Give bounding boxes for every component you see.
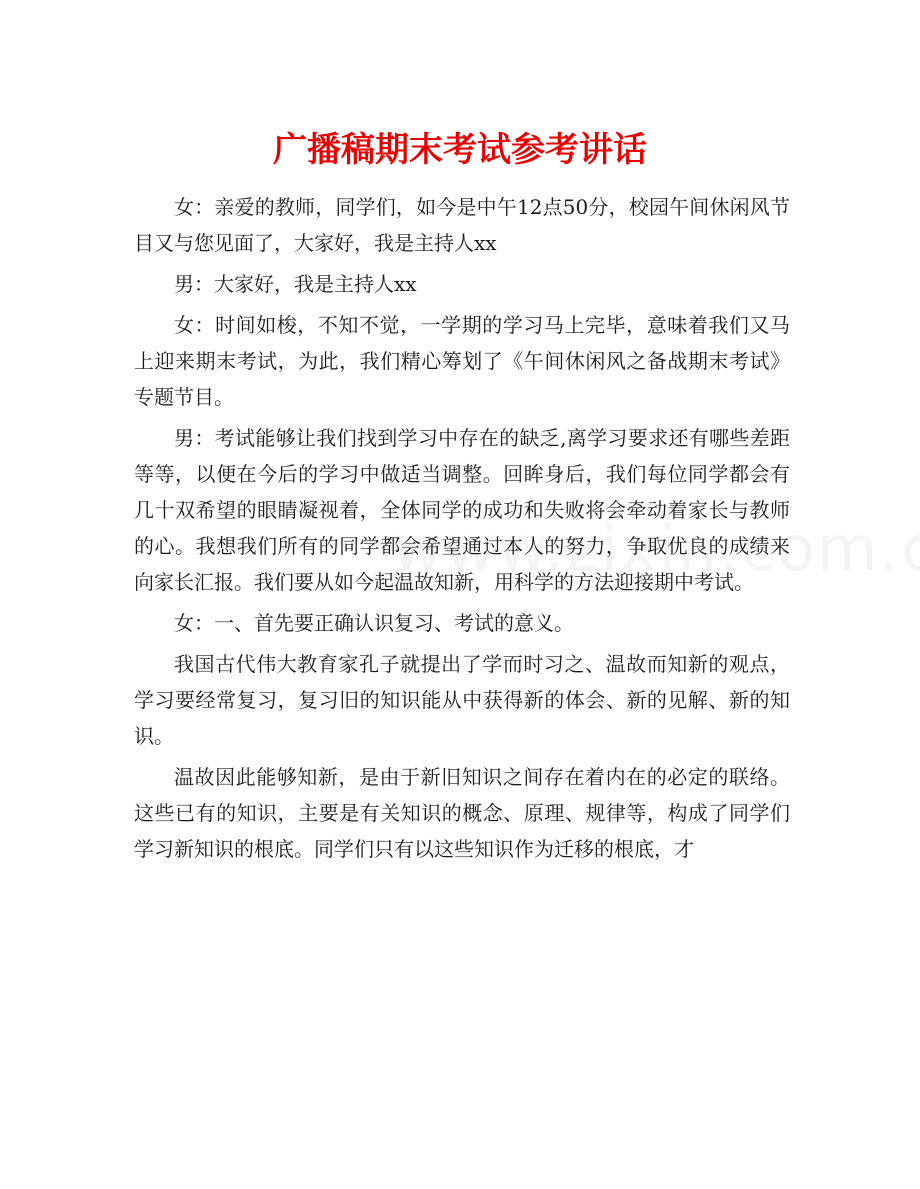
paragraph: 我国古代伟大教育家孔子就提出了学而时习之、温故而知新的观点，学习要经常复习，复习旧的知识能从中获得新的体会、新的见解、新的知识。 <box>134 652 790 748</box>
paragraph: 温故因此能够知新，是由于新旧知识之间存在着内在的必定的联络。这些已有的知识，主要是有关知识的概念、原理、规律等，构成了同学们学习新知识的根底。同学们只有以这些知识作为迁移的根底，才 <box>134 765 790 861</box>
paragraph: 女：亲爱的教师，同学们，如今是中午12点50分，校园午间休闲风节目又与您见面了，大家好，我是主持人xx <box>134 195 790 255</box>
paragraph: 女：时间如梭，不知不觉，一学期的学习马上完毕，意味着我们又马上迎来期末考试，为此，我们精心筹划了《午间休闲风之备战期末考试》专题节目。 <box>134 313 790 409</box>
page-title: 广播稿期末考试参考讲话 <box>273 130 647 170</box>
paragraph: 男：大家好，我是主持人xx <box>174 272 417 296</box>
document-body <box>134 189 790 872</box>
paragraph: 女：一、首先要正确认识复习、考试的意义。 <box>174 611 574 635</box>
paragraph: 男：考试能够让我们找到学习中存在的缺乏,离学习要求还有哪些差距等等，以便在今后的学习中做适当调整。回眸身后，我们每位同学都会有几十双希望的眼睛凝视着，全体同学的成功和失败将会牵动着家长与教师的心。我想我们所有的同学都会希望通过本人的努力，争取优良的成绩来向家长汇报。我们要从如今起温故知新，用科学的方法迎接期中考试。 <box>134 426 790 594</box>
